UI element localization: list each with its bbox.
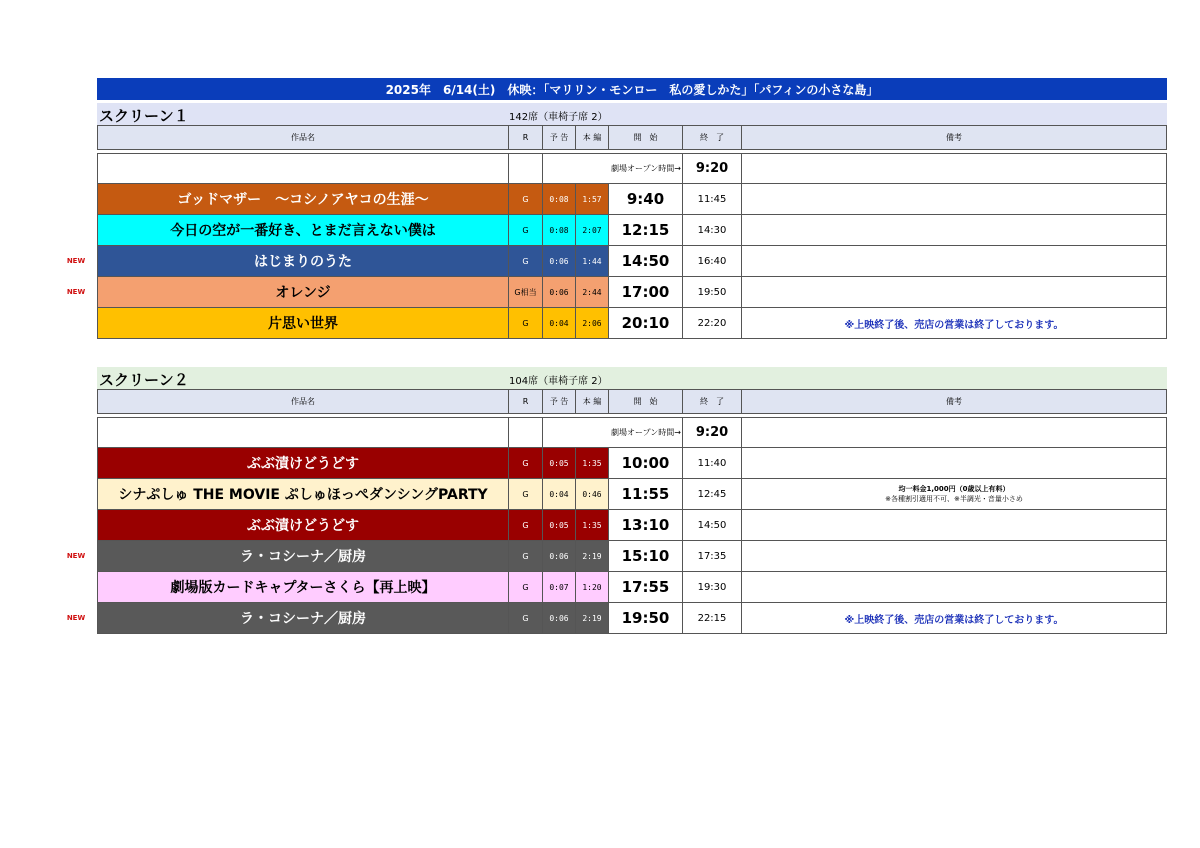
movie-rating: G bbox=[509, 215, 543, 245]
end-time: 11:40 bbox=[683, 448, 742, 478]
screen-2-table bbox=[66, 367, 1167, 634]
column-preview-header: 予 告 bbox=[543, 126, 576, 149]
column-header-row bbox=[97, 125, 1167, 150]
main-duration: 2:07 bbox=[576, 215, 609, 245]
new-badge: NEW bbox=[66, 288, 86, 296]
notes-cell bbox=[742, 448, 1166, 478]
showtime-row bbox=[97, 215, 1167, 246]
day-banner: 2025年 6/14(土) 休映：「マリリン・モンロー 私の愛しかた」「パフィンの小さな島」 bbox=[97, 78, 1167, 100]
end-time: 17:35 bbox=[683, 541, 742, 571]
movie-rating: G bbox=[509, 246, 543, 276]
end-time: 11:45 bbox=[683, 184, 742, 214]
end-time: 14:50 bbox=[683, 510, 742, 540]
end-time: 12:45 bbox=[683, 479, 742, 509]
column-start-header: 開 始 bbox=[609, 126, 683, 149]
column-end-header: 終 了 bbox=[683, 126, 742, 149]
column-end-header: 終 了 bbox=[683, 390, 742, 413]
showtime-row bbox=[97, 184, 1167, 215]
notes-cell bbox=[742, 541, 1166, 571]
column-title-header: 作品名 bbox=[98, 390, 509, 413]
start-time: 11:55 bbox=[609, 479, 683, 509]
movie-rating: G bbox=[509, 541, 543, 571]
showtime-row bbox=[97, 510, 1167, 541]
start-time: 15:10 bbox=[609, 541, 683, 571]
screen-header bbox=[97, 103, 1167, 125]
end-time: 19:30 bbox=[683, 572, 742, 602]
movie-title: 片思い世界 bbox=[98, 308, 509, 338]
note-text: 均一料金1,000円（0歳以上有料） bbox=[898, 485, 1010, 493]
start-time: 12:15 bbox=[609, 215, 683, 245]
note-subtext: ※各種割引適用不可、※半調光・音量小さめ bbox=[885, 495, 1023, 503]
note-text: ※上映終了後、売店の営業は終了しております。 bbox=[844, 614, 1064, 626]
main-duration: 1:20 bbox=[576, 572, 609, 602]
movie-rating: G bbox=[509, 448, 543, 478]
column-title-header: 作品名 bbox=[98, 126, 509, 149]
screen-header bbox=[97, 367, 1167, 389]
movie-rating: G bbox=[509, 184, 543, 214]
preview-duration: 0:06 bbox=[543, 246, 576, 276]
movie-rating: G bbox=[509, 308, 543, 338]
open-time-label: 劇場オープン時間→ bbox=[543, 418, 683, 447]
column-main-header: 本 編 bbox=[576, 390, 609, 413]
movie-rating: G bbox=[509, 479, 543, 509]
main-duration: 1:35 bbox=[576, 510, 609, 540]
column-start-header: 開 始 bbox=[609, 390, 683, 413]
movie-title: 今日の空が一番好き、とまだ言えない僕は bbox=[98, 215, 509, 245]
open-time-row bbox=[97, 153, 1167, 184]
movie-title: はじまりのうた bbox=[98, 246, 509, 276]
notes-cell bbox=[742, 277, 1166, 307]
main-duration: 0:46 bbox=[576, 479, 609, 509]
column-rating-header: R bbox=[509, 126, 543, 149]
new-badge: NEW bbox=[66, 552, 86, 560]
notes-cell bbox=[742, 572, 1166, 602]
start-time: 17:55 bbox=[609, 572, 683, 602]
end-time: 14:30 bbox=[683, 215, 742, 245]
column-rating-header: R bbox=[509, 390, 543, 413]
column-preview-header: 予 告 bbox=[543, 390, 576, 413]
notes-cell bbox=[742, 215, 1166, 245]
preview-duration: 0:06 bbox=[543, 603, 576, 633]
showtime-row bbox=[97, 479, 1167, 510]
open-time-row bbox=[97, 417, 1167, 448]
open-time-value: 9:20 bbox=[683, 154, 742, 183]
movie-title: ラ・コシーナ／厨房 bbox=[98, 541, 509, 571]
start-time: 20:10 bbox=[609, 308, 683, 338]
preview-duration: 0:06 bbox=[543, 541, 576, 571]
main-duration: 2:19 bbox=[576, 541, 609, 571]
preview-duration: 0:04 bbox=[543, 308, 576, 338]
main-duration: 2:44 bbox=[576, 277, 609, 307]
open-time-label: 劇場オープン時間→ bbox=[543, 154, 683, 183]
new-badge: NEW bbox=[66, 257, 86, 265]
preview-duration: 0:05 bbox=[543, 448, 576, 478]
screen-1-table bbox=[66, 103, 1167, 339]
start-time: 10:00 bbox=[609, 448, 683, 478]
screen-name: スクリーン１ bbox=[99, 107, 189, 125]
end-time: 19:50 bbox=[683, 277, 742, 307]
screen-seats: 142席（車椅子席 2） bbox=[509, 112, 608, 123]
movie-rating: G bbox=[509, 603, 543, 633]
preview-duration: 0:07 bbox=[543, 572, 576, 602]
main-duration: 1:44 bbox=[576, 246, 609, 276]
movie-rating: G相当 bbox=[509, 277, 543, 307]
movie-title: シナぷしゅ THE MOVIE ぷしゅほっぺダンシングPARTY bbox=[98, 479, 509, 509]
showtime-row bbox=[97, 572, 1167, 603]
main-duration: 2:06 bbox=[576, 308, 609, 338]
preview-duration: 0:06 bbox=[543, 277, 576, 307]
notes-cell bbox=[742, 184, 1166, 214]
preview-duration: 0:04 bbox=[543, 479, 576, 509]
preview-duration: 0:05 bbox=[543, 510, 576, 540]
movie-title: オレンジ bbox=[98, 277, 509, 307]
end-time: 22:15 bbox=[683, 603, 742, 633]
start-time: 14:50 bbox=[609, 246, 683, 276]
new-badge: NEW bbox=[66, 614, 86, 622]
movie-rating: G bbox=[509, 572, 543, 602]
column-header-row bbox=[97, 389, 1167, 414]
notes-cell bbox=[742, 246, 1166, 276]
start-time: 17:00 bbox=[609, 277, 683, 307]
end-time: 22:20 bbox=[683, 308, 742, 338]
movie-rating: G bbox=[509, 510, 543, 540]
main-duration: 2:19 bbox=[576, 603, 609, 633]
movie-title: ゴッドマザー ～コシノアヤコの生涯～ bbox=[98, 184, 509, 214]
column-notes-header: 備考 bbox=[946, 133, 962, 142]
showtime-row bbox=[66, 541, 1167, 572]
start-time: 19:50 bbox=[609, 603, 683, 633]
preview-duration: 0:08 bbox=[543, 184, 576, 214]
showtime-row bbox=[66, 603, 1167, 634]
notes-cell bbox=[742, 479, 1166, 509]
movie-title: ラ・コシーナ／厨房 bbox=[98, 603, 509, 633]
screen-seats: 104席（車椅子席 2） bbox=[509, 376, 608, 387]
showtime-row bbox=[97, 448, 1167, 479]
start-time: 13:10 bbox=[609, 510, 683, 540]
column-main-header: 本 編 bbox=[576, 126, 609, 149]
note-text: ※上映終了後、売店の営業は終了しております。 bbox=[844, 319, 1064, 331]
main-duration: 1:35 bbox=[576, 448, 609, 478]
screen-name: スクリーン２ bbox=[99, 371, 189, 389]
movie-title: ぶぶ漬けどうどす bbox=[98, 510, 509, 540]
column-notes-header: 備考 bbox=[946, 397, 962, 406]
movie-title: 劇場版カードキャプターさくら【再上映】 bbox=[98, 572, 509, 602]
end-time: 16:40 bbox=[683, 246, 742, 276]
notes-cell bbox=[742, 603, 1166, 633]
notes-cell bbox=[742, 510, 1166, 540]
preview-duration: 0:08 bbox=[543, 215, 576, 245]
main-duration: 1:57 bbox=[576, 184, 609, 214]
movie-title: ぶぶ漬けどうどす bbox=[98, 448, 509, 478]
open-time-value: 9:20 bbox=[683, 418, 742, 447]
showtime-row bbox=[66, 246, 1167, 277]
showtime-row bbox=[66, 277, 1167, 308]
start-time: 9:40 bbox=[609, 184, 683, 214]
showtime-row bbox=[97, 308, 1167, 339]
notes-cell bbox=[742, 308, 1166, 338]
